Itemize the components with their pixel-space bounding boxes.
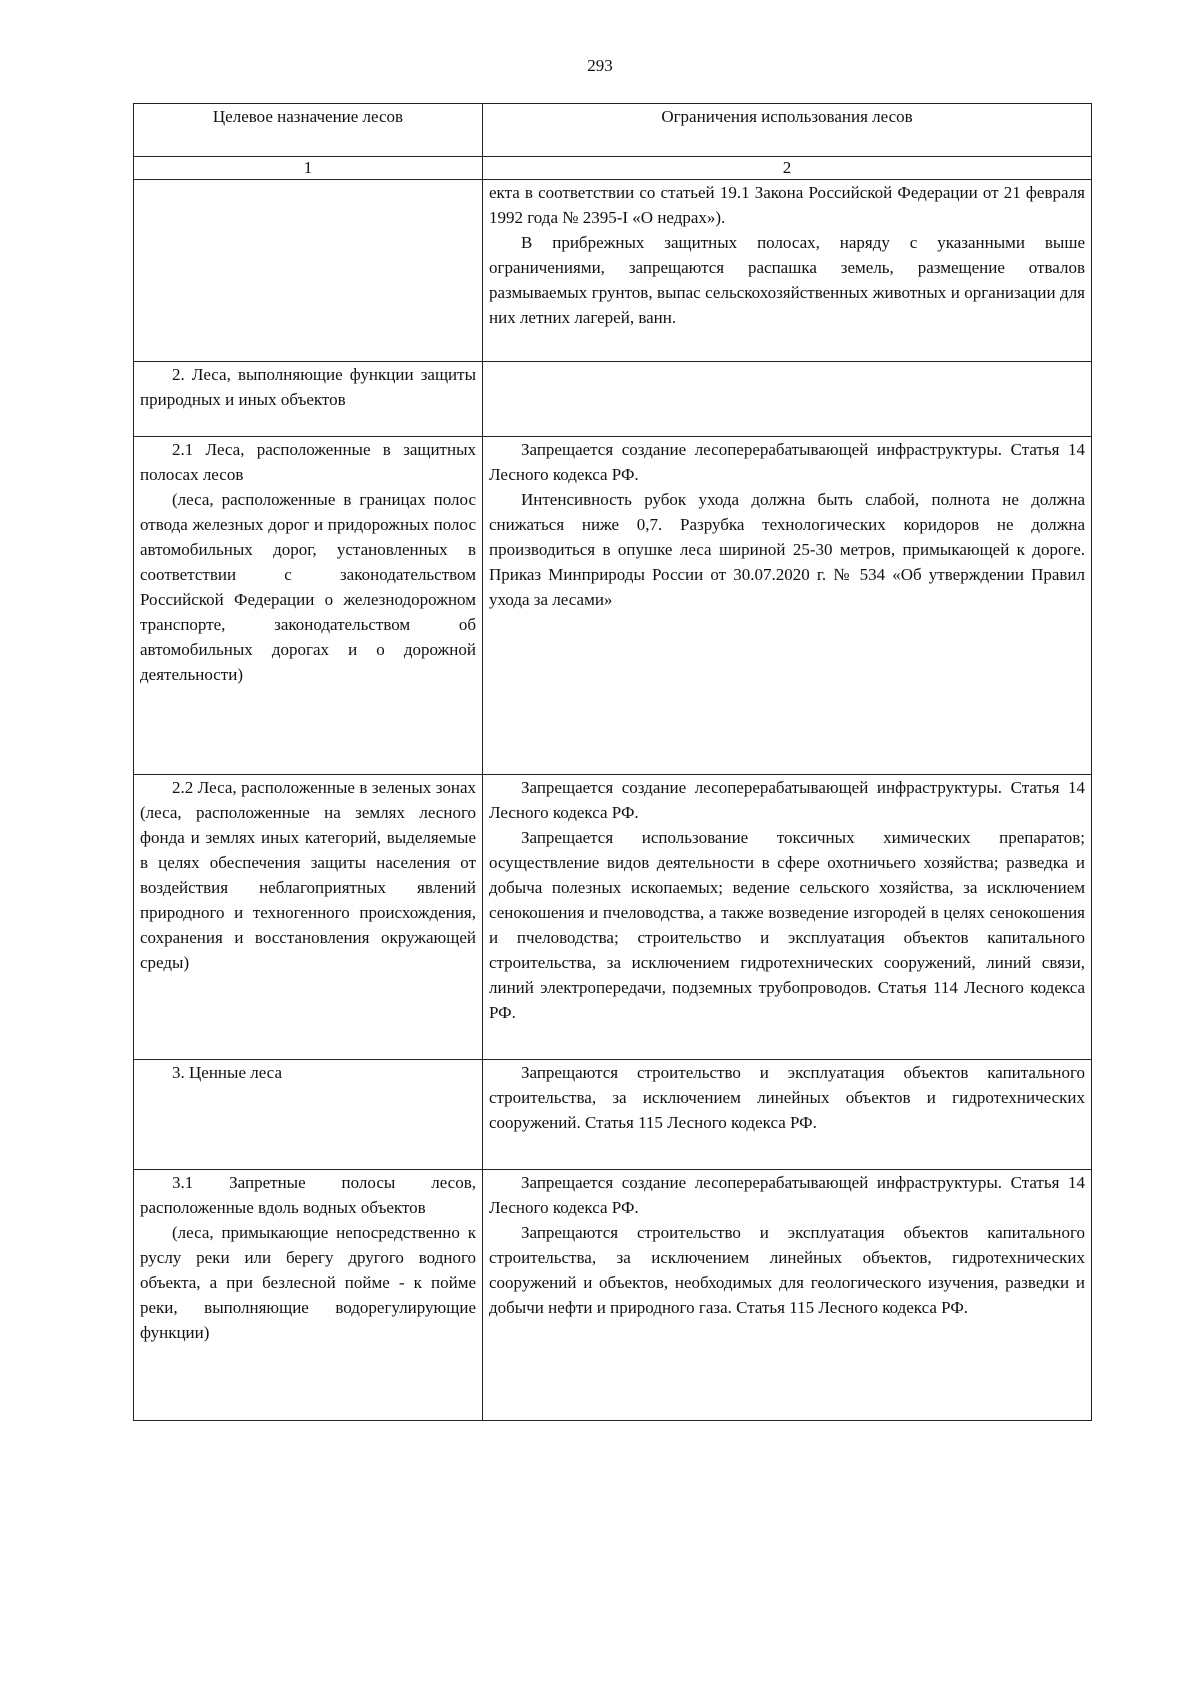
purpose-cell xyxy=(134,1170,483,1421)
cell-paragraph: В прибрежных защитных полосах, наряду с указанными выше ограничениями, запрещаются распашка земель, размещение отвалов размываемых грунтов, выпас сельскохозяйственных животных и организации для них летних лагерей, ванн. xyxy=(489,233,1085,327)
purpose-cell xyxy=(134,362,483,437)
forest-restrictions-table xyxy=(133,103,1092,1421)
cell-paragraph: Запрещается создание лесоперерабатывающей инфраструктуры. Статья 14 Лесного кодекса РФ. xyxy=(489,440,1085,484)
cell-paragraph: Интенсивность рубок ухода должна быть слабой, полнота не должна снижаться ниже 0,7. Разрубка технологических коридоров не должна производиться в опушке леса шириной 25-30 метров, примыкающей к дороге. Приказ Минприроды России от 30.07.2020 г. № 534 «Об утверждении Правил ухода за лесами» xyxy=(489,490,1085,609)
header-purpose: Целевое назначение лесов xyxy=(134,104,483,157)
table-row xyxy=(134,1060,1092,1170)
purpose-cell xyxy=(134,180,483,362)
column-number-1: 1 xyxy=(134,157,483,180)
cell-paragraph: 3.1 Запретные полосы лесов, расположенные вдоль водных объектов xyxy=(140,1173,476,1217)
cell-paragraph: (леса, расположенные в границах полос отвода железных дорог и придорожных полос автомобильных дорог, установленных в соответствии с законодательством Российской Федерации о железнодорожном транспорте, законодательством об автомобильных дорогах и о дорожной деятельности) xyxy=(140,490,476,684)
cell-paragraph: Запрещается создание лесоперерабатывающей инфраструктуры. Статья 14 Лесного кодекса РФ. xyxy=(489,778,1085,822)
table-row xyxy=(134,437,1092,775)
purpose-cell xyxy=(134,437,483,775)
purpose-cell xyxy=(134,775,483,1060)
header-restrictions: Ограничения использования лесов xyxy=(483,104,1092,157)
cell-paragraph: Запрещается использование токсичных химических препаратов; осуществление видов деятельности в сфере охотничьего хозяйства; разведка и добыча полезных ископаемых; ведение сельского хозяйства, за исключением сенокошения и пчеловодства, а также возведение изгородей в целях сенокошения и пчеловодства; строительство и эксплуатация объектов капитального строительства, за исключением гидротехнических сооружений, линий связи, линий электропередачи, подземных трубопроводов. Статья 114 Лесного кодекса РФ. xyxy=(489,828,1085,1022)
restrictions-cell xyxy=(483,1060,1092,1170)
restrictions-cell xyxy=(483,362,1092,437)
restrictions-cell xyxy=(483,180,1092,362)
cell-paragraph: (леса, примыкающие непосредственно к руслу реки или берегу другого водного объекта, а при безлесной пойме - к пойме реки, выполняющие водорегулирующие функции) xyxy=(140,1223,476,1342)
restrictions-cell xyxy=(483,775,1092,1060)
table-header-row xyxy=(134,104,1092,157)
cell-paragraph: Запрещается создание лесоперерабатывающей инфраструктуры. Статья 14 Лесного кодекса РФ. xyxy=(489,1173,1085,1217)
column-number-row xyxy=(134,157,1092,180)
page-number: 293 xyxy=(587,56,613,75)
cell-paragraph: 2.2 Леса, расположенные в зеленых зонах (леса, расположенные на землях лесного фонда и землях иных категорий, выделяемые в целях обеспечения защиты населения от воздействия неблагоприятных явлений природного и техногенного происхождения, сохранения и восстановления окружающей среды) xyxy=(140,778,476,972)
restrictions-cell xyxy=(483,437,1092,775)
cell-paragraph: 3. Ценные леса xyxy=(172,1063,282,1082)
column-number-2: 2 xyxy=(483,157,1092,180)
cell-paragraph: екта в соответствии со статьей 19.1 Закона Российской Федерации от 21 февраля 1992 года № 2395-I «О недрах»). xyxy=(489,183,1085,227)
cell-paragraph: Запрещаются строительство и эксплуатация объектов капитального строительства, за исключением линейных объектов и гидротехнических сооружений. Статья 115 Лесного кодекса РФ. xyxy=(489,1063,1085,1132)
cell-paragraph: Запрещаются строительство и эксплуатация объектов капитального строительства, за исключением линейных объектов, гидротехнических сооружений и объектов, необходимых для геологического изучения, разведки и добычи нефти и природного газа. Статья 115 Лесного кодекса РФ. xyxy=(489,1223,1085,1317)
table-row xyxy=(134,180,1092,362)
restrictions-cell xyxy=(483,1170,1092,1421)
table-row xyxy=(134,1170,1092,1421)
table-row xyxy=(134,362,1092,437)
purpose-cell xyxy=(134,1060,483,1170)
table-row xyxy=(134,775,1092,1060)
cell-paragraph: 2.1 Леса, расположенные в защитных полосах лесов xyxy=(140,440,476,484)
cell-paragraph: 2. Леса, выполняющие функции защиты природных и иных объектов xyxy=(140,365,476,409)
